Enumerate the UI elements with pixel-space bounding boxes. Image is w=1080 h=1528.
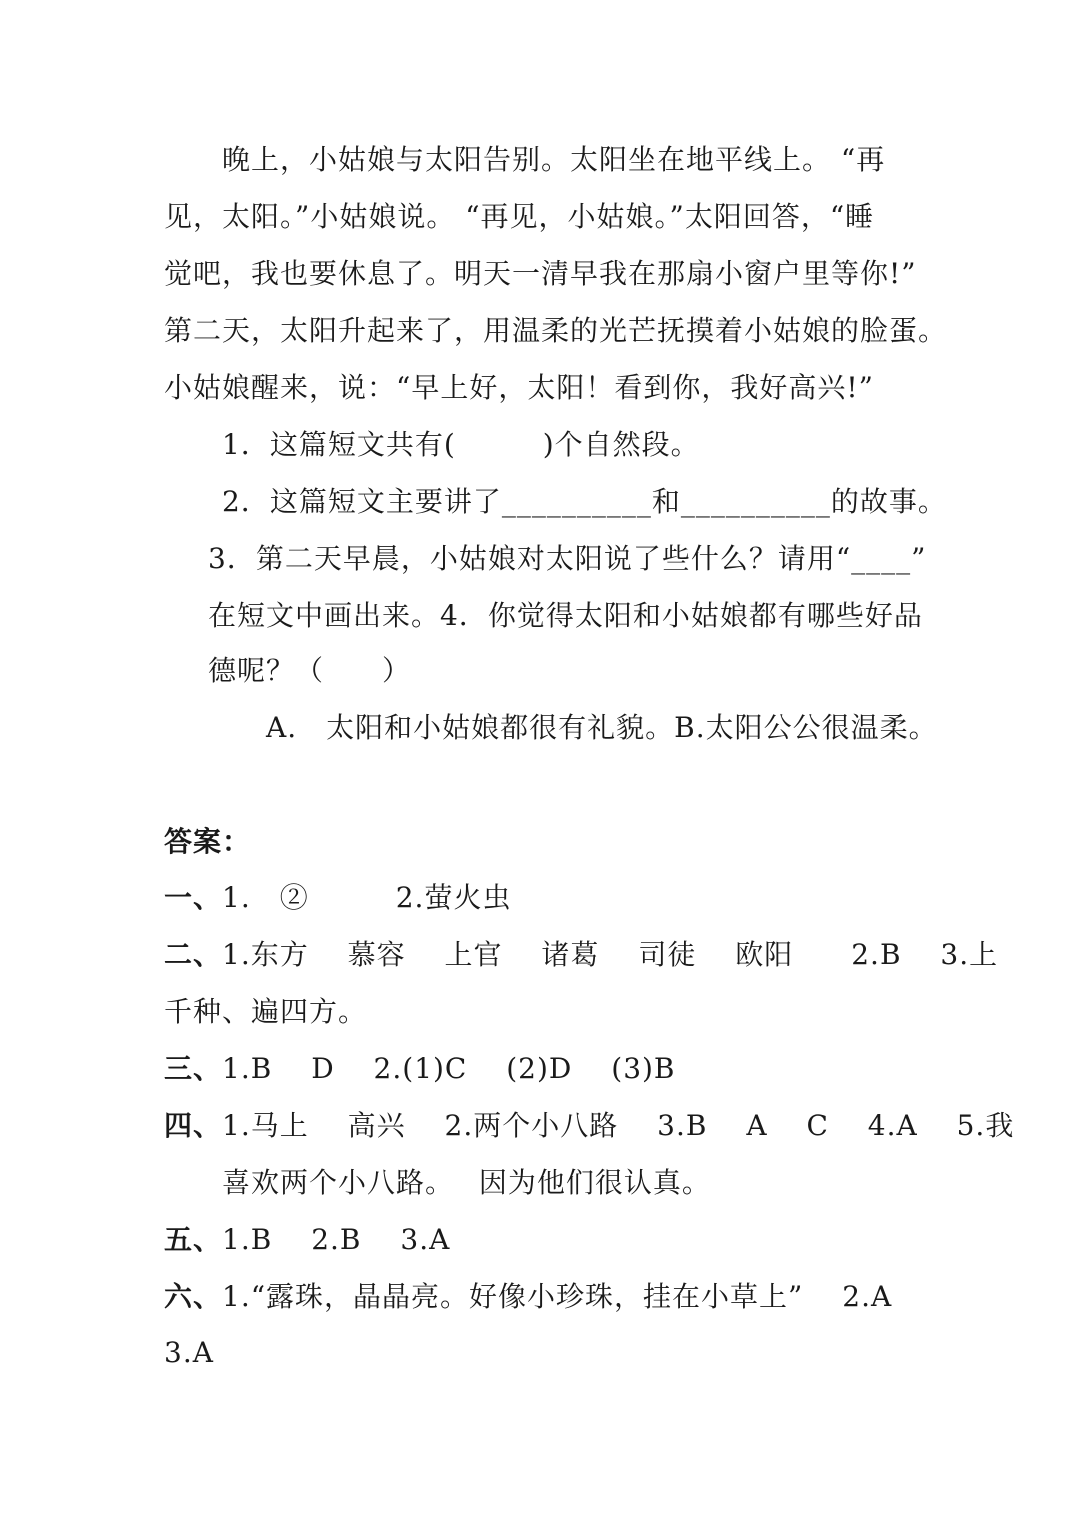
answer-text: 1.B D 2.(1)C (2)D (3)B (222, 1052, 676, 1085)
answer-row-2-cont (164, 992, 367, 1032)
answer-label: 一、 (164, 881, 223, 914)
answer-text: 3.A (164, 1336, 214, 1369)
answer-label: 五、 (164, 1223, 223, 1256)
answer-text: 1.马上 高兴 2.两个小八路 3.B A C 4.A 5.我 (222, 1109, 1015, 1142)
answer-row-1 (164, 878, 511, 918)
answer-text: 喜欢两个小八路。 因为他们很认真。 (222, 1166, 711, 1199)
question-4-line: 德呢？（ ） (208, 654, 412, 687)
question-3-line-1: 3．第二天早晨，小姑娘对太阳说了些什么？请用“____” (208, 542, 927, 575)
passage-line-2: 见，太阳。”小姑娘说。 “再见，小姑娘。”太阳回答，“睡 (164, 200, 875, 233)
question-3-line-2: 在短文中画出来。4．你觉得太阳和小姑娘都有哪些好品 (208, 599, 923, 632)
question-1: 1．这篇短文共有( )个自然段。 (222, 428, 700, 461)
answer-row-6-cont (164, 1333, 214, 1373)
answer-text: 1.东方 慕容 上官 诸葛 司徒 欧阳 2.B 3.上 (222, 938, 999, 971)
answer-text: 1. ② 2.萤火虫 (222, 881, 512, 914)
answer-text: 1.B 2.B 3.A (222, 1223, 451, 1256)
answer-row-2 (164, 935, 998, 975)
answer-label: 六、 (164, 1280, 223, 1313)
answer-row-6 (164, 1277, 892, 1317)
question-2: 2．这篇短文主要讲了__________和__________的故事。 (222, 485, 947, 518)
answer-text: 千种、遍四方。 (164, 995, 368, 1028)
passage-line-4: 第二天，太阳升起来了，用温柔的光芒抚摸着小姑娘的脸蛋。 (164, 314, 948, 347)
answer-row-5 (164, 1220, 450, 1260)
answer-label: 二、 (164, 938, 223, 971)
passage-line-1: 晚上，小姑娘与太阳告别。太阳坐在地平线上。 “再 (222, 143, 886, 176)
passage-line-5: 小姑娘醒来，说：“早上好，太阳！看到你，我好高兴!” (164, 371, 874, 404)
passage-line-3: 觉吧，我也要休息了。明天一清早我在那扇小窗户里等你!” (164, 257, 917, 290)
answer-label: 四、 (164, 1109, 223, 1142)
answer-row-4-cont (222, 1163, 711, 1203)
answer-text: 1.“露珠，晶晶亮。好像小珍珠，挂在小草上” 2.A (222, 1280, 893, 1313)
question-4-options: A. 太阳和小姑娘都很有礼貌。B.太阳公公很温柔。 (266, 711, 938, 744)
answer-label: 三、 (164, 1052, 223, 1085)
answer-row-3 (164, 1049, 676, 1089)
answer-row-4 (164, 1106, 1014, 1146)
answers-heading: 答案： (164, 825, 252, 858)
